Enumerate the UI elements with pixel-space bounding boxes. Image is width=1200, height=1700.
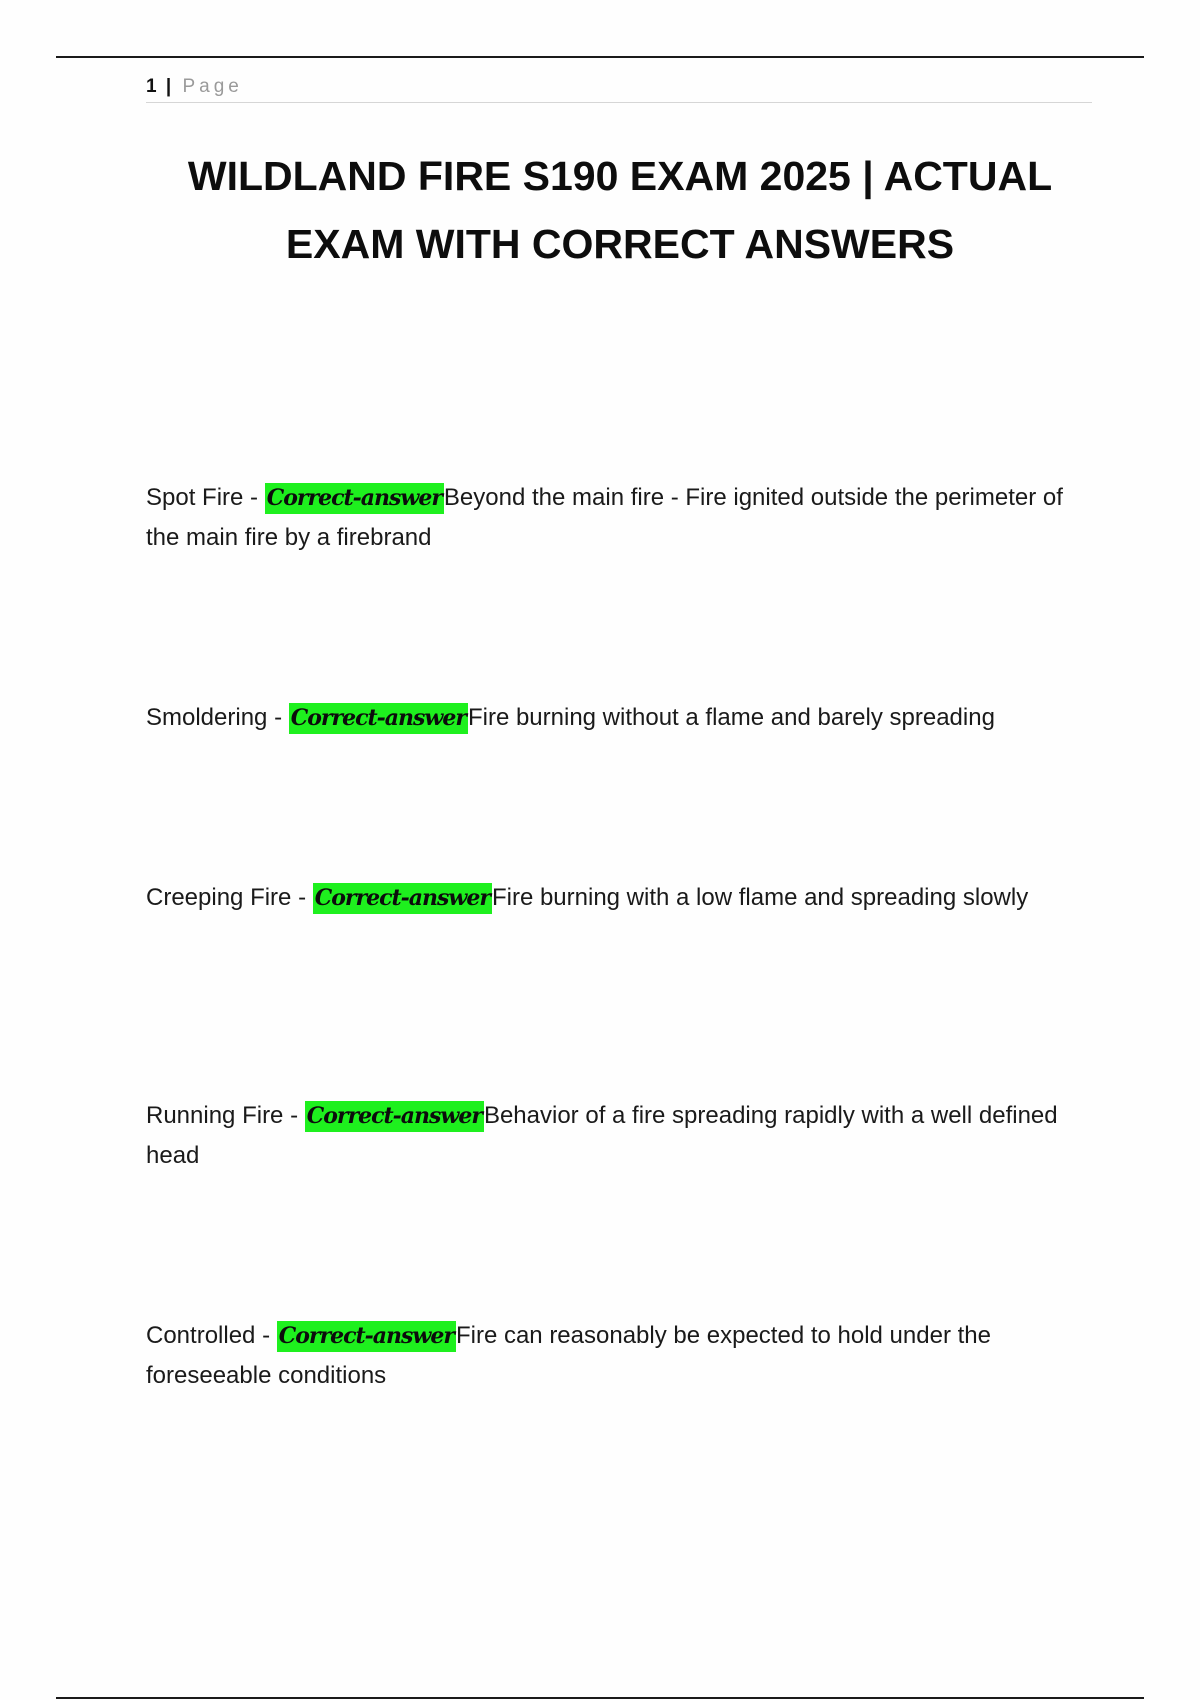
correct-answer-tag: Correct-answer (305, 1101, 484, 1132)
entry-answer: Behavior of a fire spreading rapidly with a well defined head (146, 1102, 1058, 1169)
header-separator: | (165, 76, 172, 97)
entry-answer: Fire can reasonably be expected to hold under the foreseeable conditions (146, 1322, 991, 1389)
qa-entry (146, 1316, 1096, 1396)
correct-answer-tag: Correct-answer (313, 883, 492, 914)
qa-entry (146, 878, 1096, 918)
qa-entry (146, 698, 1096, 738)
entry-answer: Fire burning without a flame and barely spreading (467, 704, 995, 731)
qa-entry (146, 478, 1096, 558)
page-label: Page (182, 76, 243, 97)
document-title: WILDLAND FIRE S190 EXAM 2025 | ACTUAL EXAM WITH CORRECT ANSWERS (187, 153, 1053, 267)
top-rule (56, 56, 1144, 58)
entry-term: Controlled - (146, 1322, 277, 1349)
entry-answer: Beyond the main fire - Fire ignited outside the perimeter of the main fire by a firebrand (146, 484, 1063, 551)
entry-term: Creeping Fire - (146, 884, 313, 911)
correct-answer-tag: Correct-answer (277, 1321, 456, 1352)
entry-term: Running Fire - (146, 1102, 305, 1129)
correct-answer-tag: Correct-answer (289, 703, 468, 734)
entry-term: Smoldering - (146, 704, 289, 731)
bottom-rule (56, 1697, 1144, 1699)
correct-answer-tag: Correct-answer (265, 483, 444, 514)
entry-term: Spot Fire - (146, 484, 265, 511)
entry-answer: Fire burning with a low flame and spreading slowly (491, 884, 1029, 911)
page-header (146, 74, 1092, 103)
page-number: 1 (146, 76, 157, 97)
qa-entry (146, 1096, 1096, 1176)
